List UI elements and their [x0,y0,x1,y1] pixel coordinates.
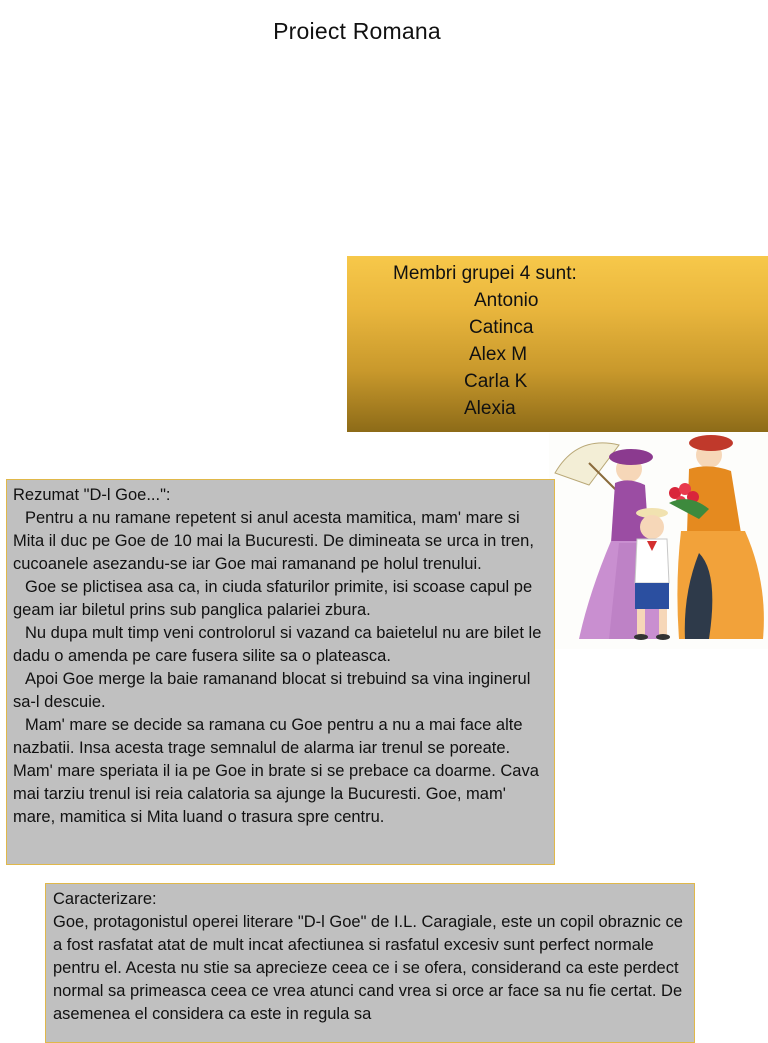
summary-box [6,479,555,865]
page-title: Proiect Romana [273,18,441,44]
summary-paragraph: Goe se plictisea asa ca, in ciuda sfaturilor primite, isi scoase capul pe geam iar biletul prins sub panglica palariei zbura. [13,578,533,619]
parasol-graphic [555,443,619,493]
summary-paragraph: Nu dupa mult timp veni controlorul si vazand ca baietelul nu are bilet le dadu o amenda pe care fusera silite sa o plateasca. [13,624,542,665]
lady-right-graphic [677,435,763,639]
characterization-box [45,883,695,1043]
members-box [347,256,768,432]
characterization-heading: Caracterizare: [53,890,157,908]
summary-paragraph: Mam' mare se decide sa ramana cu Goe pentru a nu a mai face alte nazbatii. Insa acesta trage semnalul de alarma iar trenul se poreate. Mam' mare speriata il ia pe Goe in brate si se prebace ca doarme. Cava mai tarziu trenul isi reia calatoria sa ajunge la Bucuresti. Goe, mam' mare, mamitica si Mita luand o trasura spre centru. [13,716,539,826]
characterization-text: Goe, protagonistul operei literare "D-l Goe" de I.L. Caragiale, este un copil obraznic ce a fost rasfatat atat de mult incat afectiunea si rasfatul excesiv sunt perfect normale pentru el. Acesta nu stie sa aprecieze ceea ce i se ofera, considerand ca este perdect normal sa primeasca ceea ce vrea atunci cand vrea si orce ar face sa nu fie certat. De asemenea el considera ca este in regula sa [53,913,683,1023]
summary-heading: Rezumat "D-l Goe...": [13,486,171,504]
story-illustration [549,433,768,649]
member-name: Catinca [469,317,534,338]
member-name: Alex M [469,344,528,365]
member-name: Alexia [464,398,516,419]
members-heading: Membri grupei 4 sunt: [393,263,577,284]
illustration-image [549,433,768,649]
summary-paragraph: Apoi Goe merge la baie ramanand blocat si trebuind sa vina inginerul sa-l descuie. [13,670,531,711]
member-name: Antonio [474,290,539,311]
member-name: Carla K [464,371,528,392]
summary-paragraph: Pentru a nu ramane repetent si anul acesta mamitica, mam' mare si Mita il duc pe Goe de 10 mai la Bucuresti. De dimineata se urca in tren, cucoanele asezandu-se iar Goe mai ramanand pe holul trenului. [13,509,534,573]
